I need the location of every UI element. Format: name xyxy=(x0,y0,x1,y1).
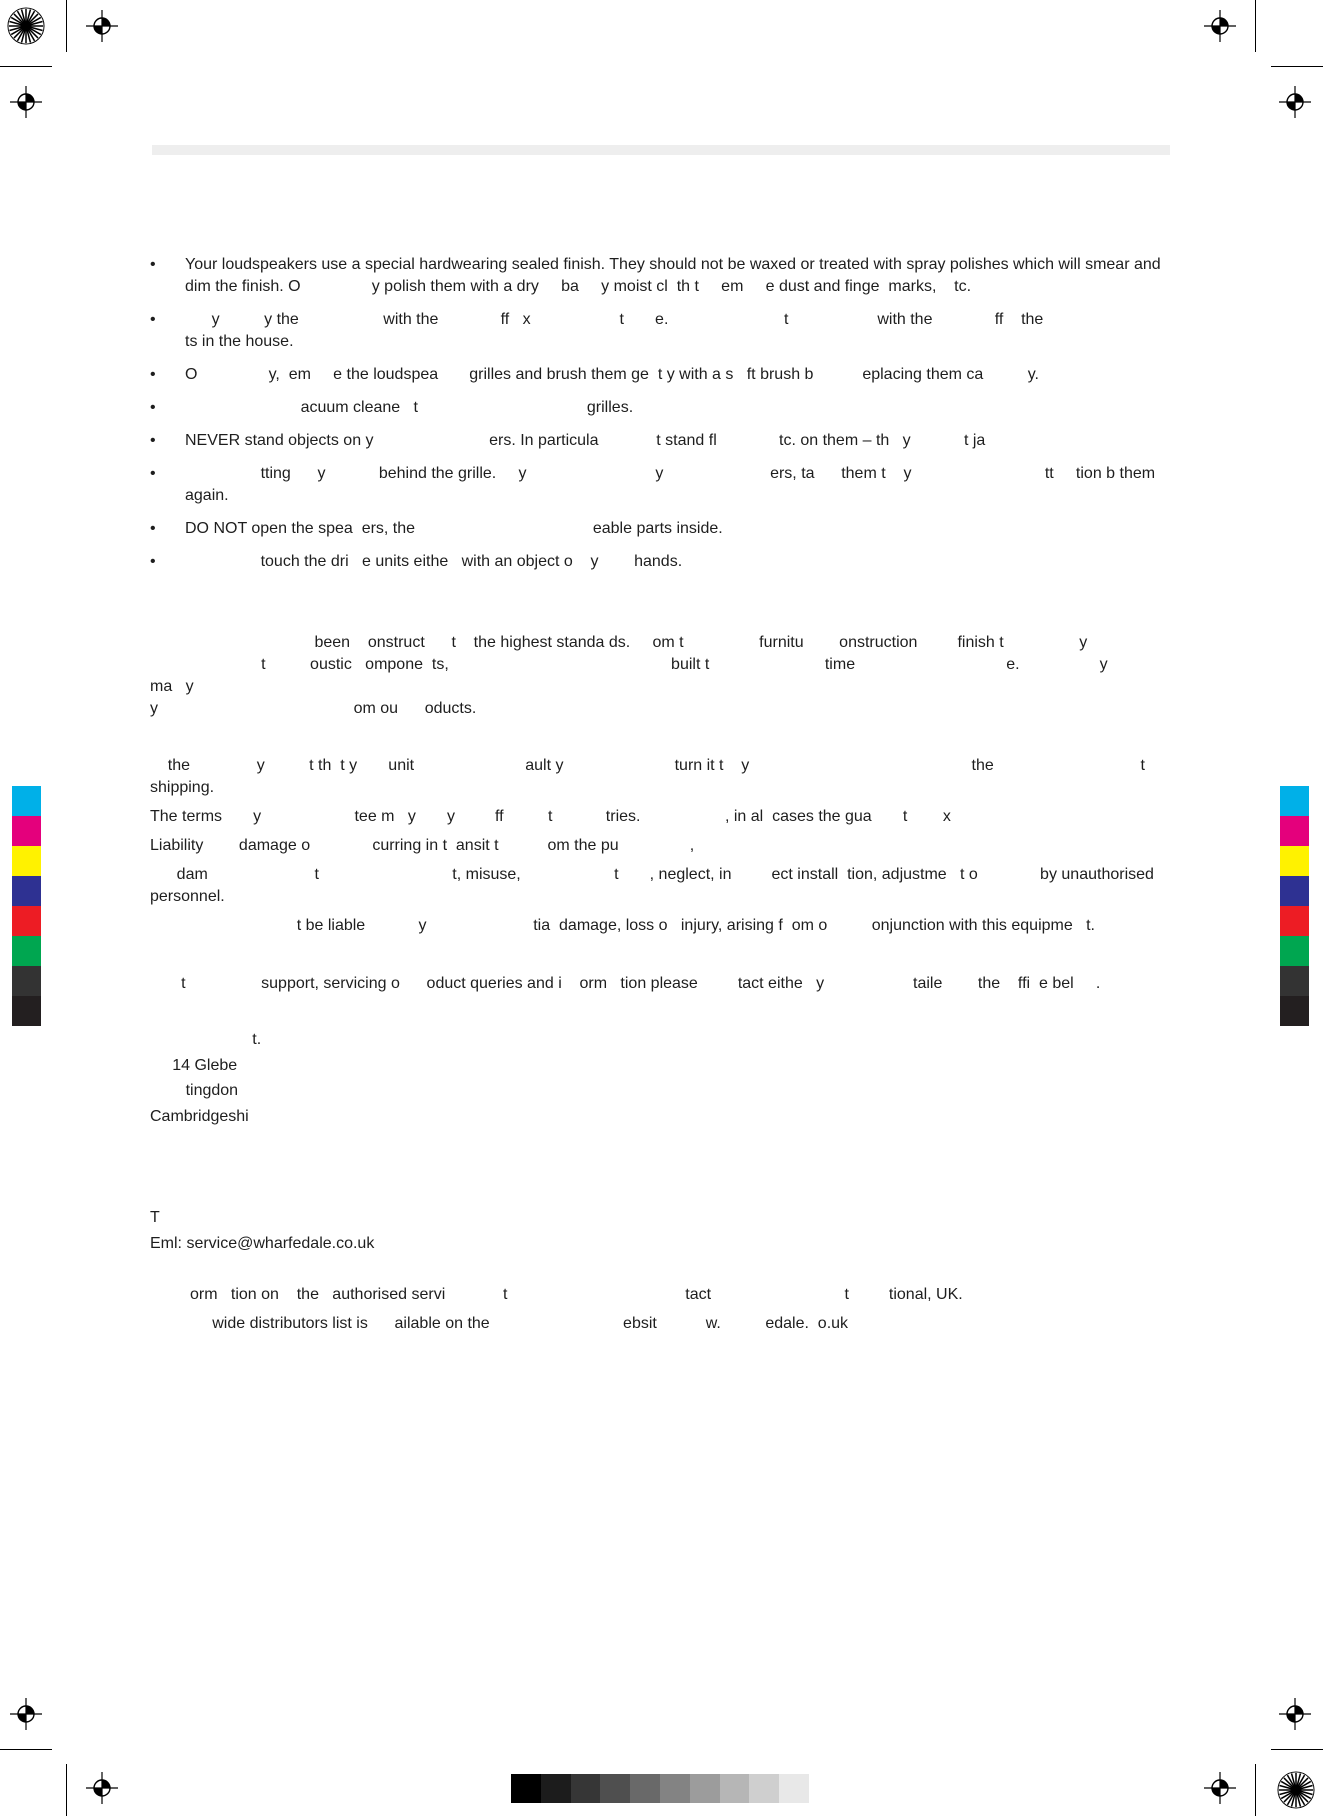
gray-swatch xyxy=(660,1774,690,1803)
crop-mark xyxy=(1255,1764,1256,1816)
color-swatch-black xyxy=(1280,996,1309,1026)
more-info-block xyxy=(150,1280,1150,1338)
crop-mark xyxy=(0,66,52,67)
radial-target-icon xyxy=(7,7,45,45)
color-bar-right xyxy=(1280,786,1309,1026)
list-item: • Your loudspeakers use a special hardwearing sealed finish. They should not be waxed or treated with spray polishes which will smear and dim the finish. O y polish them with a dry ba y moist cl th t em e dust and finge marks, tc. xyxy=(150,254,1172,298)
color-swatch-red xyxy=(1280,906,1309,936)
gray-swatch xyxy=(749,1774,779,1803)
guarantee-line: the y t th t y unit ault y turn it t y the t shipping. xyxy=(150,757,1150,796)
list-item: • touch the dri e units eithe with an object o y hands. xyxy=(150,551,1172,573)
gray-swatch xyxy=(720,1774,750,1803)
crop-mark xyxy=(0,1749,52,1750)
construction-line: t oustic ompone ts, built t time e. y ma y xyxy=(150,656,1241,695)
gray-swatch xyxy=(630,1774,660,1803)
color-swatch-green xyxy=(1280,936,1309,966)
color-swatch-green xyxy=(12,936,41,966)
list-item: • O y, em e the loudspea grilles and brush them ge t y with a s ft brush b eplacing them ca y. xyxy=(150,364,1172,386)
construction-section xyxy=(150,632,1241,720)
gray-swatch xyxy=(541,1774,571,1803)
list-item: • acuum cleane t grilles. xyxy=(150,397,1172,419)
grayscale-bar xyxy=(511,1774,809,1803)
color-swatch-yellow xyxy=(12,846,41,876)
crop-mark xyxy=(66,0,67,52)
address-line: Cambridgeshi xyxy=(150,1107,249,1125)
color-swatch-black xyxy=(12,996,41,1026)
support-line: t support, servicing o oduct queries and i orm tion please tact eithe y taile the ffi e bel . xyxy=(150,975,1101,992)
registration-mark-icon xyxy=(1278,1697,1312,1731)
radial-target-icon xyxy=(1277,1771,1315,1809)
contact-email[interactable]: Eml: service@wharfedale.co.uk xyxy=(150,1234,375,1252)
care-list xyxy=(150,254,1213,584)
color-swatch-darkgray xyxy=(12,966,41,996)
list-item: • tting y behind the grille. y y ers, ta them t y tt tion b them again. xyxy=(150,463,1172,507)
color-swatch-yellow xyxy=(1280,846,1309,876)
crop-mark xyxy=(66,1764,67,1816)
gray-swatch xyxy=(511,1774,541,1803)
crop-mark xyxy=(1271,1749,1323,1750)
more-info-line: orm tion on the authorised servi t tact t tional, UK. xyxy=(150,1286,963,1303)
guarantee-line: dam t t, misuse, t , neglect, in ect install tion, adjustme t o by unauthorised personnel. xyxy=(150,866,1159,905)
support-section xyxy=(150,973,1176,995)
gray-swatch xyxy=(690,1774,720,1803)
guarantee-section xyxy=(150,755,1176,944)
color-swatch-blue xyxy=(12,876,41,906)
construction-line: y om ou oducts. xyxy=(150,700,477,717)
crop-mark xyxy=(1255,0,1256,52)
color-swatch-cyan xyxy=(12,786,41,816)
contact-phone: T xyxy=(150,1209,160,1226)
list-item: • y y the with the ff x t e. t with the ff the ts in the house. xyxy=(150,309,1172,353)
registration-mark-icon xyxy=(9,1697,43,1731)
crop-mark xyxy=(1271,66,1323,67)
gray-swatch xyxy=(600,1774,630,1803)
list-item: • NEVER stand objects on y ers. In particula t stand fl tc. on them – th y t ja xyxy=(150,430,1172,452)
color-swatch-red xyxy=(12,906,41,936)
color-bar-left xyxy=(12,786,41,1026)
construction-line: been onstruct t the highest standa ds. om t furnitu onstruction finish t y xyxy=(150,634,1088,651)
color-swatch-darkgray xyxy=(1280,966,1309,996)
color-swatch-magenta xyxy=(12,816,41,846)
address-line: tingdon xyxy=(150,1082,239,1099)
color-swatch-blue xyxy=(1280,876,1309,906)
address-line: 14 Glebe xyxy=(150,1056,238,1074)
registration-mark-icon xyxy=(85,9,119,43)
registration-mark-icon xyxy=(1203,9,1237,43)
contact-block xyxy=(150,1205,750,1256)
guarantee-line: The terms y tee m y y ff t tries. , in al cases the gua t x xyxy=(150,808,951,825)
guarantee-line: Liability damage o curring in t ansit t om the pu , xyxy=(150,837,695,854)
color-swatch-magenta xyxy=(1280,816,1309,846)
list-item: • DO NOT open the spea ers, the eable parts inside. xyxy=(150,518,1172,540)
header-bar xyxy=(152,145,1170,155)
more-info-line: wide distributors list is ailable on the ebsit w. edale. o.uk xyxy=(150,1315,849,1332)
gray-swatch xyxy=(571,1774,601,1803)
registration-mark-icon xyxy=(1203,1771,1237,1805)
registration-mark-icon xyxy=(1278,85,1312,119)
gray-swatch xyxy=(779,1774,809,1803)
address-block xyxy=(150,1027,750,1129)
color-swatch-cyan xyxy=(1280,786,1309,816)
registration-mark-icon xyxy=(9,85,43,119)
address-line: t. xyxy=(150,1031,262,1048)
registration-mark-icon xyxy=(85,1771,119,1805)
guarantee-line: t be liable y tia damage, loss o injury, arising f om o onjunction with this equipme t. xyxy=(150,917,1095,934)
